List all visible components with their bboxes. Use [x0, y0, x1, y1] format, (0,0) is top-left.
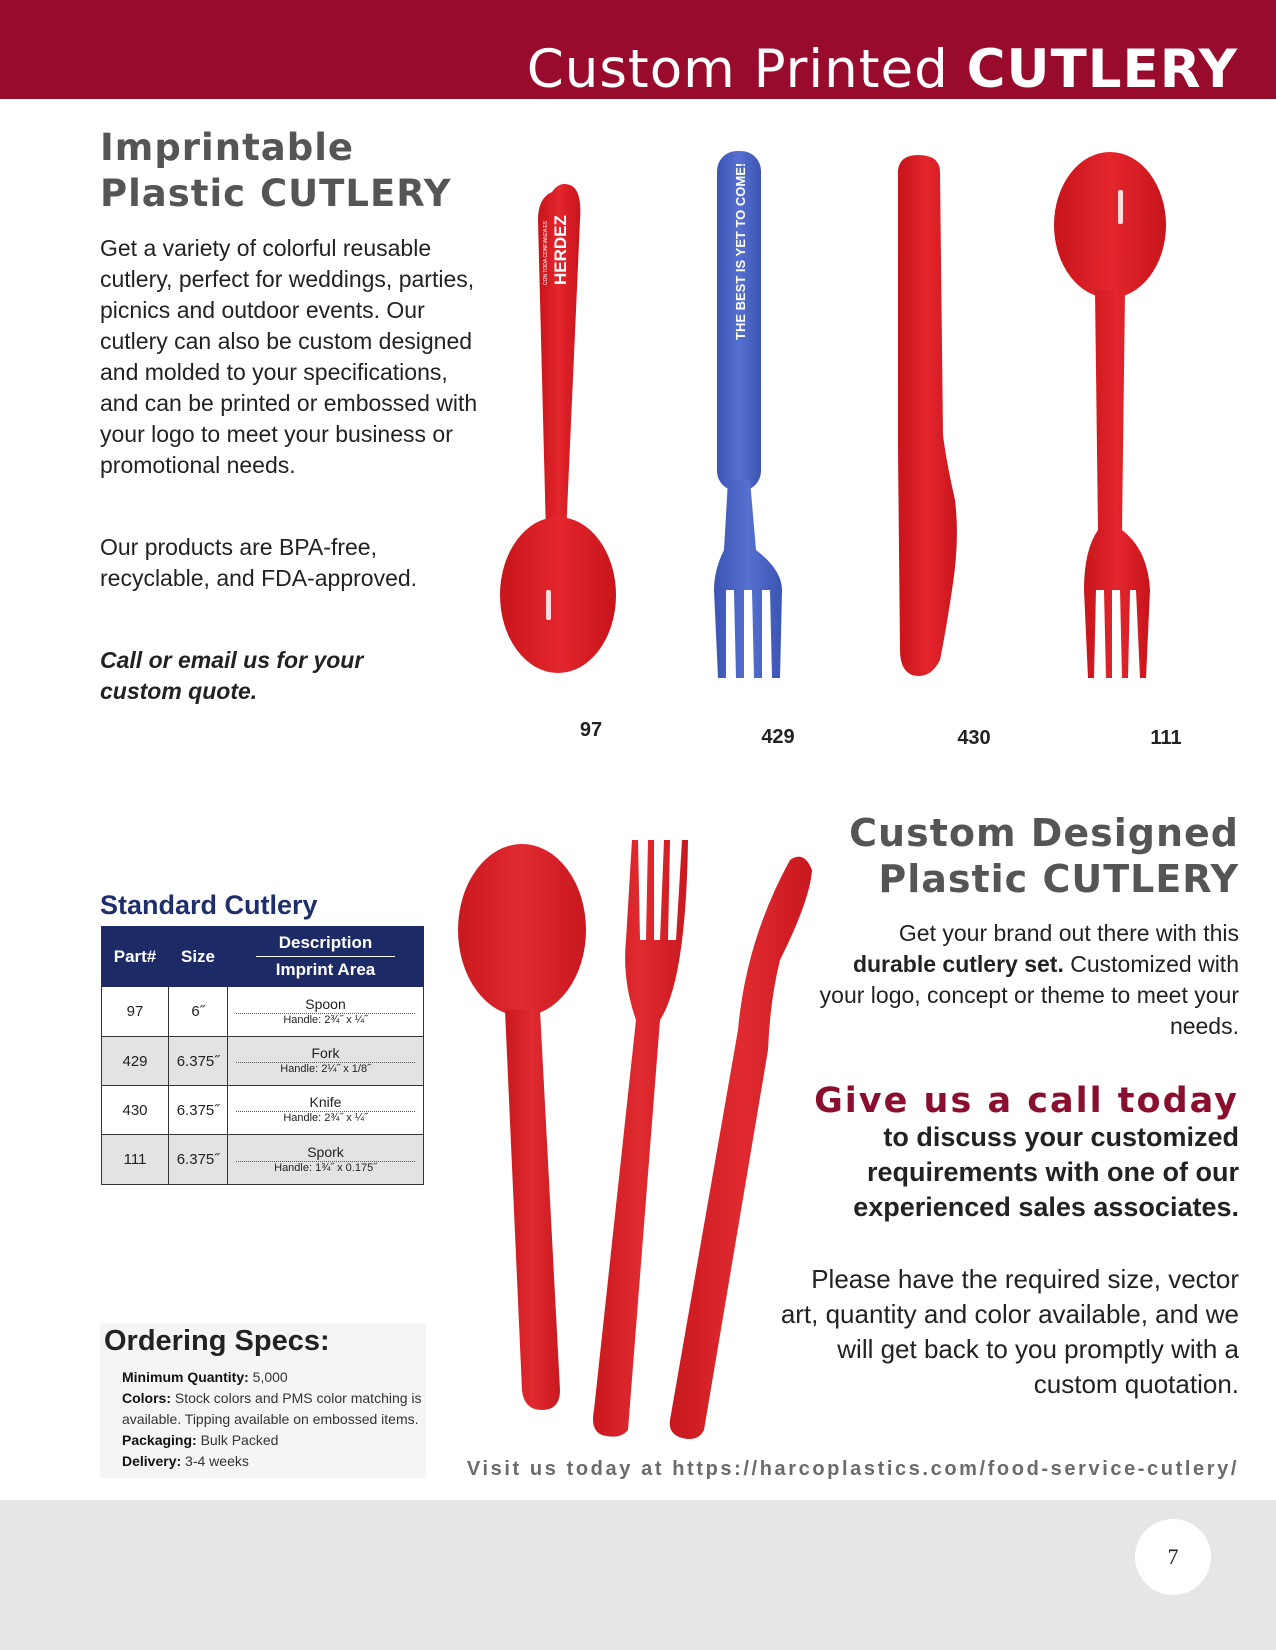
col-header-part: Part#: [102, 927, 169, 987]
section1-bpa-note: Our products are BPA-free, recyclable, and FDA-approved.: [100, 534, 418, 591]
discuss-text: to discuss your customized requirements with one of our experienced sales associates.: [853, 1122, 1239, 1222]
product-label-430: 430: [957, 727, 991, 749]
page-footer: [0, 1500, 1276, 1650]
product-label-429: 429: [761, 726, 795, 748]
product-label-111: 111: [1150, 727, 1182, 749]
section1-paragraph: Get a variety of colorful reusable cutlery, perfect for weddings, parties, picnics and outdoor events. Our cutlery can also be custom designed and molded to your specifications, and can be printed or embossed with your logo to meet your business or promotional needs.: [100, 235, 478, 478]
table-row: 97 6˝ Spoon Handle: 2¾˝ x ¼˝: [102, 987, 424, 1037]
page-number: 7: [1135, 1519, 1211, 1595]
imprint-herdez: HERDEZ: [551, 215, 570, 285]
section1-cta: Call or email us for your custom quote.: [100, 647, 364, 704]
standard-cutlery-title: Standard Cutlery: [100, 890, 318, 920]
page-header-title: Custom Printed CUTLERY: [526, 39, 1238, 100]
table-row: 111 6.375˝ Spork Handle: 1¾˝ x 0.175˝: [102, 1135, 424, 1185]
product-label-97: 97: [579, 719, 603, 741]
col-header-size: Size: [169, 927, 228, 987]
section1-title: Imprintable Plastic CUTLERY: [100, 126, 452, 215]
ordering-specs-list: Minimum Quantity: 5,000 Colors: Stock colors and PMS color matching is available. Tipping available on embossed items. Packaging: Bulk Packed Delivery: 3-4 weeks: [122, 1369, 422, 1469]
ordering-specs-title: Ordering Specs:: [104, 1325, 330, 1357]
requirements-text: Please have the required size, vector art, quantity and color available, and we will get back to you promptly with a custom quotation.: [780, 1264, 1239, 1399]
knife-430-image: [898, 155, 957, 676]
imprint-herdez-tagline: CON TODA CONFIANZA ES: [543, 221, 549, 285]
spoon-image: [458, 844, 586, 1016]
website-link[interactable]: Visit us today at https://harcoplastics.com/food-service-cutlery/: [466, 1458, 1239, 1480]
call-today-heading: Give us a call today: [814, 1081, 1239, 1121]
spoon-97-image: [500, 184, 616, 673]
col-header-description: Description Imprint Area: [228, 927, 424, 987]
fork-429-image: [714, 151, 782, 678]
section2-paragraph: Get your brand out there with this durable cutlery set. Customized with your logo, concept or theme to meet your needs.: [819, 920, 1239, 1039]
table-row: 430 6.375˝ Knife Handle: 2¾˝ x ¼˝: [102, 1086, 424, 1135]
table-row: 429 6.375˝ Fork Handle: 2¼˝ x 1/8˝: [102, 1037, 424, 1086]
standard-cutlery-table: [101, 926, 424, 1185]
fork-image: [593, 840, 688, 1437]
section2-title: Custom Designed Plastic CUTLERY: [849, 811, 1239, 901]
imprint-best-is-yet: THE BEST IS YET TO COME!: [733, 162, 748, 340]
product-illustrations: [500, 150, 1240, 710]
spoon-111-image: [1054, 152, 1166, 678]
